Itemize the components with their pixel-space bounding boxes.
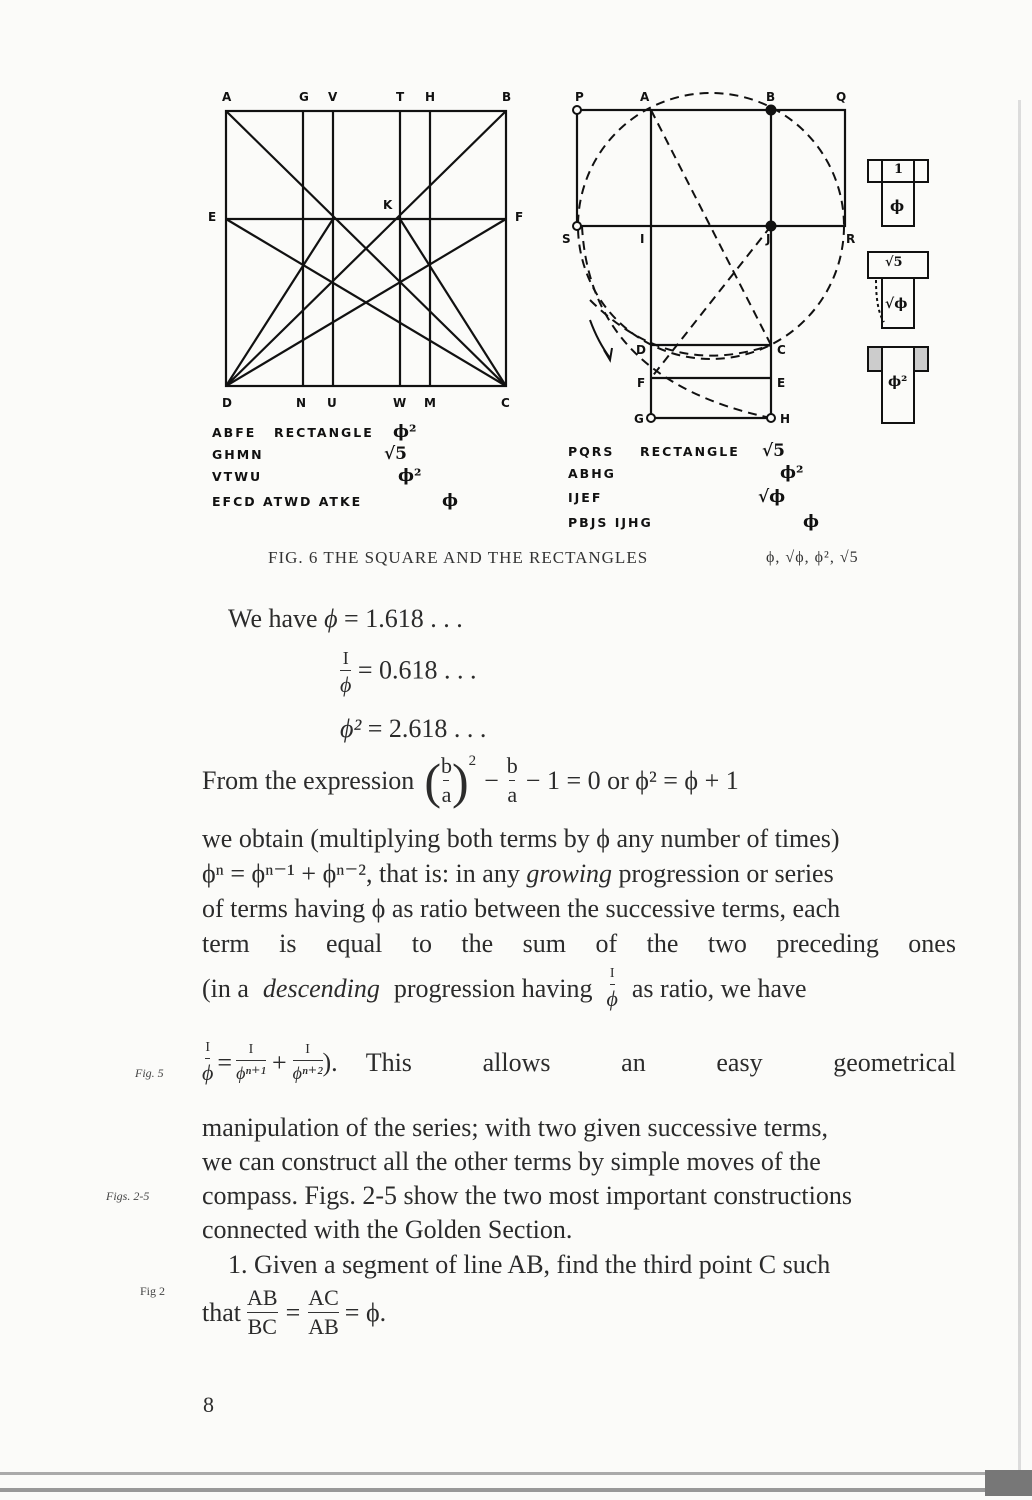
fraction-one-over-phi (202, 1040, 213, 1085)
word: to (411, 929, 432, 958)
fraction-b-over-a-2 (507, 754, 518, 807)
word: an (621, 1047, 646, 1077)
numerator: I (305, 1042, 310, 1057)
fraction-one-over-phi (340, 648, 351, 697)
word: preceding (776, 929, 879, 958)
fraction-one-over-phi (606, 966, 617, 1011)
label-E2: E (777, 376, 787, 390)
label-G2: G (634, 412, 645, 426)
label-E: E (208, 210, 218, 224)
label-G: G (299, 90, 310, 104)
rect-PQRS (577, 110, 845, 226)
italic-word: growing (526, 859, 613, 888)
word: sum (522, 929, 566, 958)
label-D: D (222, 396, 233, 410)
text-line: we obtain (multiplying both terms by ϕ any number of times) (202, 824, 840, 853)
word: two (707, 929, 747, 958)
point-S (573, 222, 581, 230)
legend-name: PBJS IJHG (568, 515, 653, 530)
fraction-AC-AB (308, 1286, 339, 1339)
phi-symbol: ϕ (324, 604, 338, 633)
label-C: C (501, 396, 511, 410)
page-edge-right (1018, 100, 1021, 1480)
fraction-AB-BC (247, 1286, 278, 1339)
margin-note-fig2: Fig 2 (140, 1284, 166, 1298)
text-line-justified (202, 927, 956, 961)
text-span: progression having (393, 973, 593, 1003)
circle-diagram (560, 80, 860, 430)
legend-value: √5 (384, 444, 408, 464)
italic-word: descending (262, 973, 380, 1003)
label-R: R (846, 232, 857, 246)
word: geometrical (833, 1047, 956, 1077)
text-line: of terms having ϕ as ratio between the successive terms, each (202, 894, 841, 923)
text-line: connected with the Golden Section. (202, 1215, 573, 1244)
legend-label: RECTANGLE (640, 444, 740, 459)
point-B (766, 105, 776, 115)
equals-phi: = ϕ. (344, 1297, 387, 1327)
legend-value: ϕ² (398, 466, 422, 486)
fraction-phi-n2 (293, 1042, 323, 1083)
numerator: I (609, 966, 615, 981)
label-N: N (296, 396, 308, 410)
eq-phi-squared-line (340, 712, 486, 746)
legend-name: ABFE (212, 425, 257, 440)
label-P: P (575, 90, 585, 104)
word: equal (325, 929, 383, 958)
margin-note-fig5: Fig. 5 (135, 1066, 164, 1080)
icon-label: ϕ² (888, 374, 908, 390)
expression-line (202, 754, 739, 807)
text-line: we can construct all the other terms by simple moves of the (202, 1147, 821, 1176)
ratio-equation (202, 1286, 386, 1339)
point-P (573, 106, 581, 114)
legend-value: √ϕ (758, 487, 786, 507)
arrow-curve (590, 320, 610, 358)
dashed-AC (651, 110, 771, 345)
denominator: AB (308, 1314, 339, 1339)
legend-name: VTWU (212, 469, 263, 484)
that-text: that (202, 1297, 241, 1327)
legend-name: EFCD ATWD ATKE (212, 494, 363, 509)
denominator: ϕ (340, 672, 352, 697)
denominator: ϕⁿ⁺² (292, 1063, 323, 1083)
numerator: I (205, 1040, 211, 1055)
dashed-arc-DC (590, 300, 771, 356)
icon-label: ϕ (890, 197, 905, 215)
figure-caption-symbols: ϕ, √ϕ, ϕ², √5 (766, 549, 859, 566)
text-span: (in a (202, 973, 249, 1003)
phi-value: = 1.618 . . . (344, 604, 463, 633)
icon-label: 1 (894, 162, 904, 177)
icon-label: √ϕ (885, 296, 908, 312)
phi-squared-value: = 2.618 . . . (367, 714, 487, 743)
text-line-descending (202, 966, 807, 1011)
page-edge-bottom (0, 1472, 1032, 1475)
numerator: b (440, 753, 452, 778)
denominator: BC (247, 1314, 277, 1339)
square-diagram (220, 105, 515, 390)
label-V: V (328, 90, 339, 104)
inverse-phi-value: = 0.618 . . . (357, 655, 477, 685)
label-W: W (393, 396, 408, 410)
label-J: J (766, 232, 772, 246)
left-paren: ( (424, 752, 441, 809)
fraction-phi-n1 (236, 1042, 266, 1083)
label-H: H (425, 90, 437, 104)
label-B: B (502, 90, 513, 104)
legend-label: RECTANGLE (274, 425, 374, 440)
denominator: ϕ (202, 1060, 214, 1085)
word: the (461, 929, 494, 958)
plus: + (271, 1047, 287, 1077)
denominator: ϕ (606, 986, 618, 1011)
label-U: U (327, 396, 338, 410)
phi-squared: ϕ² (340, 714, 362, 743)
label-A: A (222, 90, 233, 104)
label-H2: H (780, 412, 792, 426)
we-have-text: We have (228, 604, 318, 633)
margin-note-figs-2-5: Figs. 2-5 (106, 1189, 150, 1203)
word: This (365, 1047, 412, 1077)
numerator: AB (247, 1285, 278, 1310)
label-Q: Q (836, 90, 848, 104)
fraction-b-over-a (441, 754, 452, 807)
numerator: I (248, 1042, 254, 1057)
word: of (595, 929, 618, 958)
close-paren: ). (322, 1047, 338, 1077)
denominator: ϕⁿ⁺¹ (236, 1063, 266, 1083)
denominator: a (507, 782, 518, 807)
minus-sign: − (484, 765, 499, 795)
expression-rest: − 1 = 0 or ϕ² = ϕ + 1 (525, 765, 739, 795)
label-I: I (640, 232, 646, 246)
legend-name: GHMN (212, 447, 264, 462)
legend-name: PQRS (568, 444, 615, 459)
numerator: b (506, 753, 518, 778)
legend-value: ϕ² (780, 463, 804, 483)
from-expression-text: From the expression (202, 765, 415, 795)
label-D2: D (636, 343, 647, 357)
diag-CK (400, 219, 506, 386)
eq-inverse-phi-line (340, 648, 477, 697)
word: is (279, 929, 297, 958)
word: allows (482, 1047, 551, 1077)
series-equation: ϕⁿ = ϕⁿ⁻¹ + ϕⁿ⁻², (202, 859, 373, 888)
label-B2: B (766, 90, 777, 104)
legend-name: IJEF (568, 490, 603, 505)
word: easy (716, 1047, 763, 1077)
label-F2: F (637, 376, 647, 390)
right-paren: ) (451, 752, 469, 809)
text-span: that is: in any (379, 859, 520, 888)
exponent: 2 (468, 753, 477, 769)
point-J (766, 221, 776, 231)
point-G (647, 414, 655, 422)
word: the (646, 929, 679, 958)
equals: = (217, 1047, 233, 1077)
denominator: a (441, 782, 452, 807)
label-K: K (383, 198, 394, 212)
legend-value: ϕ (803, 512, 820, 532)
text-line: 1. Given a segment of line AB, find the third point C such (228, 1250, 831, 1279)
label-F: F (515, 210, 525, 224)
numerator: I (342, 648, 349, 668)
text-line: compass. Figs. 2-5 show the two most important constructions (202, 1181, 852, 1210)
page-corner-shadow (985, 1470, 1032, 1496)
justified-words (366, 1046, 956, 1080)
text-line-series-eq (202, 1040, 956, 1085)
word: ones (908, 929, 956, 958)
text-span: progression or series (618, 859, 834, 888)
label-T: T (396, 90, 406, 104)
page-number: 8 (203, 1392, 214, 1417)
word: term (202, 929, 250, 958)
numerator: AC (308, 1285, 339, 1310)
dashed-arc-FH (582, 226, 771, 418)
legend-value: ϕ (442, 491, 459, 511)
icon-label: √5 (885, 255, 903, 270)
point-H (767, 414, 775, 422)
text-line: manipulation of the series; with two given successive terms, (202, 1113, 829, 1142)
page-edge-bottom-2 (0, 1488, 1032, 1492)
figure-caption: FIG. 6 THE SQUARE AND THE RECTANGLES (268, 548, 649, 567)
text-line (202, 857, 834, 891)
legend-value: ϕ² (393, 422, 417, 442)
eq-phi-line (228, 602, 463, 636)
legend-name: ABHG (568, 466, 616, 481)
label-M: M (424, 396, 437, 410)
diag-DV (226, 219, 333, 386)
label-A2: A (640, 90, 651, 104)
text-span: as ratio, we have (631, 973, 807, 1003)
label-C2: C (777, 343, 787, 357)
legend-value: √5 (762, 441, 786, 461)
equals: = (285, 1297, 301, 1327)
label-S: S (562, 232, 572, 246)
